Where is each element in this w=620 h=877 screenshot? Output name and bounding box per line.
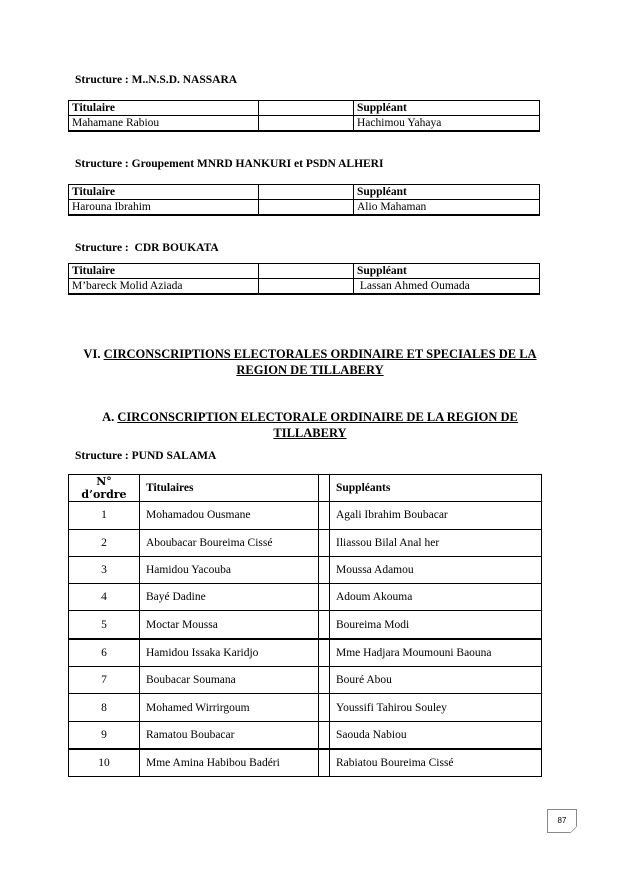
suppleant-cell: Hachimou Yahaya [354, 116, 540, 132]
row-number: 10 [69, 749, 140, 777]
table-row [69, 502, 542, 529]
structure-label-1: Structure : M..N.S.D. NASSARA [75, 74, 238, 86]
table-row [69, 584, 542, 611]
row-number: 2 [69, 529, 140, 556]
row-number: 1 [69, 502, 140, 529]
suppleant-cell: Moussa Adamou [330, 556, 542, 583]
header-suppleant: Suppléant [354, 264, 540, 279]
header-titulaire: Titulaire [69, 264, 259, 279]
suppleant-cell: Iliassou Bilal Anal her [330, 529, 542, 556]
row-number: 8 [69, 694, 140, 721]
page-number: 87 [547, 809, 577, 833]
structure-label-3: Structure : CDR BOUKATA [75, 242, 219, 254]
titulaire-cell: M’bareck Molid Aziada [69, 279, 259, 295]
section-vi-title-line2: REGION DE TILLABERY [236, 363, 384, 377]
titulaire-cell: Mohamed Wirrirgoum [140, 694, 319, 721]
titulaire-cell: Hamidou Issaka Karidjo [140, 639, 319, 667]
section-vi-prefix: VI. [83, 347, 104, 361]
header-suppleant: Suppléant [354, 101, 540, 116]
suppleant-cell: Rabiatou Boureima Cissé [330, 749, 542, 777]
titulaire-cell: Aboubacar Boureima Cissé [140, 529, 319, 556]
header-titulaire: Titulaire [69, 101, 259, 116]
suppleant-cell: Agali Ibrahim Boubacar [330, 502, 542, 529]
row-number: 5 [69, 611, 140, 639]
titulaire-cell: Ramatou Boubacar [140, 721, 319, 749]
suppleant-cell: Bouré Abou [330, 667, 542, 694]
table-row [69, 529, 542, 556]
section-a-prefix: A. [102, 410, 118, 424]
suppleant-cell: Alio Mahaman [354, 200, 540, 216]
structure-table-2 [68, 184, 540, 216]
section-a-heading [80, 409, 540, 441]
section-vi-heading [80, 346, 540, 378]
table-row [69, 749, 542, 777]
header-suppleants: Suppléants [330, 475, 542, 502]
row-number: 4 [69, 584, 140, 611]
pund-salama-table [68, 474, 542, 777]
structure-table-1 [68, 100, 540, 132]
titulaire-cell: Harouna Ibrahim [69, 200, 259, 216]
titulaire-cell: Boubacar Soumana [140, 667, 319, 694]
table-row [69, 556, 542, 583]
table-row [69, 639, 542, 667]
row-number: 7 [69, 667, 140, 694]
section-a-title-line2: TILLABERY [273, 426, 347, 440]
titulaire-cell: Bayé Dadine [140, 584, 319, 611]
section-vi-title: CIRCONSCRIPTIONS ELECTORALES ORDINAIRE ET SPECIALES DE LA [103, 347, 537, 361]
table-row [69, 721, 542, 749]
suppleant-cell: Youssifi Tahirou Souley [330, 694, 542, 721]
table-row [69, 611, 542, 639]
titulaire-cell: Moctar Moussa [140, 611, 319, 639]
table-row [69, 667, 542, 694]
structure-label-pund: Structure : PUND SALAMA [75, 450, 217, 462]
suppleant-cell: Boureima Modi [330, 611, 542, 639]
titulaire-cell: Mme Amina Habibou Badéri [140, 749, 319, 777]
header-titulaires: Titulaires [140, 475, 319, 502]
row-number: 3 [69, 556, 140, 583]
titulaire-cell: Hamidou Yacouba [140, 556, 319, 583]
row-number: 6 [69, 639, 140, 667]
structure-label-2: Structure : Groupement MNRD HANKURI et PSDN ALHERI [75, 158, 384, 170]
structure-table-3 [68, 263, 540, 295]
table-row [69, 694, 542, 721]
suppleant-cell: Adoum Akouma [330, 584, 542, 611]
header-numero: N° d’ordre [69, 475, 140, 502]
suppleant-cell: Saouda Nabiou [330, 721, 542, 749]
titulaire-cell: Mahamane Rabiou [69, 116, 259, 132]
header-suppleant: Suppléant [354, 185, 540, 200]
suppleant-cell: Lassan Ahmed Oumada [354, 279, 540, 295]
row-number: 9 [69, 721, 140, 749]
header-titulaire: Titulaire [69, 185, 259, 200]
section-a-title: CIRCONSCRIPTION ELECTORALE ORDINAIRE DE LA REGION DE [117, 410, 518, 424]
titulaire-cell: Mohamadou Ousmane [140, 502, 319, 529]
suppleant-cell: Mme Hadjara Moumouni Baouna [330, 639, 542, 667]
